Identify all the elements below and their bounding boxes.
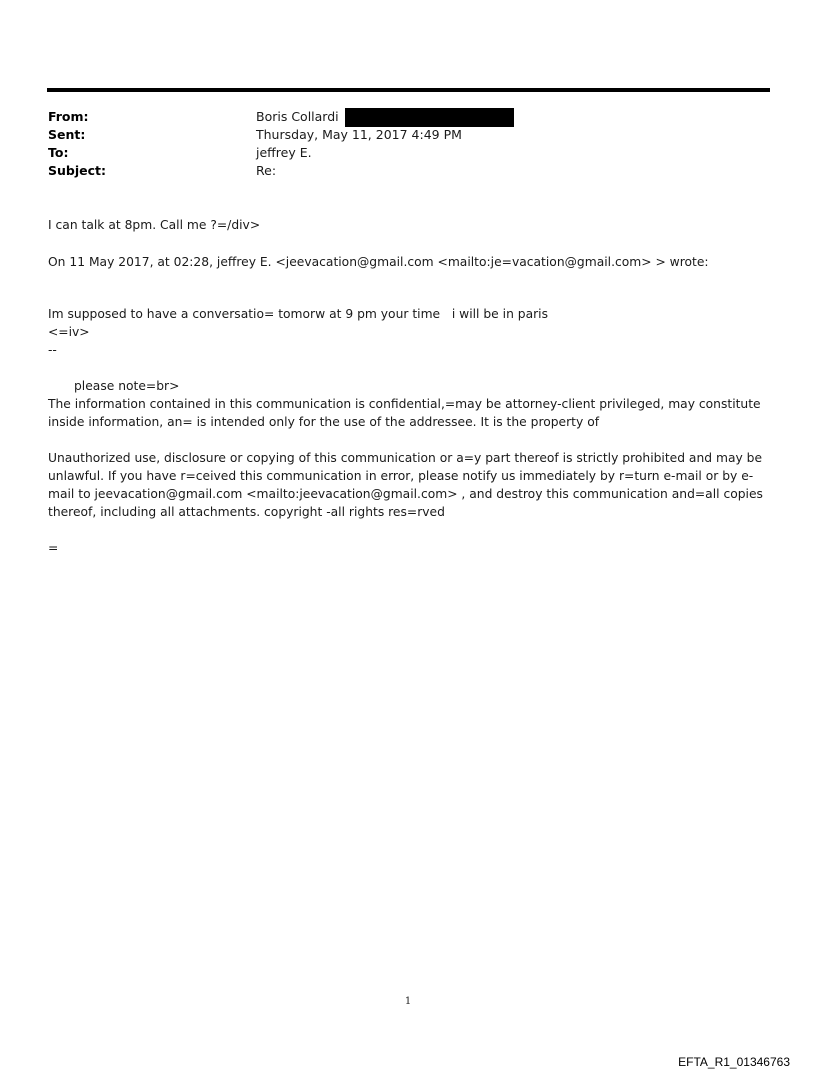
sent-label: Sent: <box>48 127 86 142</box>
disclaimer-paragraph-1: The information contained in this communication is confidential,=may be attorney-client privileged, may constitute inside information, an= is intended only for the use of the addressee. It is the property of <box>48 397 765 429</box>
email-header <box>48 108 768 180</box>
to-value: jeffrey E. <box>256 145 312 160</box>
quoted-tag: <=iv> <box>48 325 90 339</box>
quoted-message: Im supposed to have a conversatio= tomorw at 9 pm your time i will be in paris <box>48 307 548 321</box>
signature-separator: -- <box>48 343 57 357</box>
subject-value: Re: <box>256 163 277 178</box>
from-row <box>48 108 768 126</box>
redaction-box <box>345 108 514 127</box>
reply-line: I can talk at 8pm. Call me ?=/div> <box>48 218 261 232</box>
bates-number: EFTA_R1_01346763 <box>678 1055 790 1069</box>
subject-label: Subject: <box>48 163 106 178</box>
subject-row <box>48 162 768 180</box>
to-row <box>48 144 768 162</box>
quote-attribution: On 11 May 2017, at 02:28, jeffrey E. <jeevacation@gmail.com <mailto:je=vacation@gmail.com> > wrote: <box>48 255 709 269</box>
trailing-equals: = <box>48 541 59 555</box>
sent-row <box>48 126 768 144</box>
sender-name: Boris Collardi <box>256 109 339 124</box>
header-divider <box>47 88 770 92</box>
page-number: 1 <box>404 996 412 1007</box>
from-value <box>256 108 514 126</box>
from-label: From: <box>48 109 89 124</box>
sent-value: Thursday, May 11, 2017 4:49 PM <box>256 127 462 142</box>
please-note: please note=br> <box>74 379 180 393</box>
disclaimer-paragraph-2: Unauthorized use, disclosure or copying of this communication or a=y part thereof is strictly prohibited and may be unlawful. If you have r=ceived this communication in error, please notify us immediately by r=turn e-mail or by e-mail to jeevacation@gmail.com <mailto:jeevacation@gmail.com> , and destroy this communication and=all copies thereof, including all attachments. copyright -all rights res=rved <box>48 451 767 519</box>
to-label: To: <box>48 145 69 160</box>
